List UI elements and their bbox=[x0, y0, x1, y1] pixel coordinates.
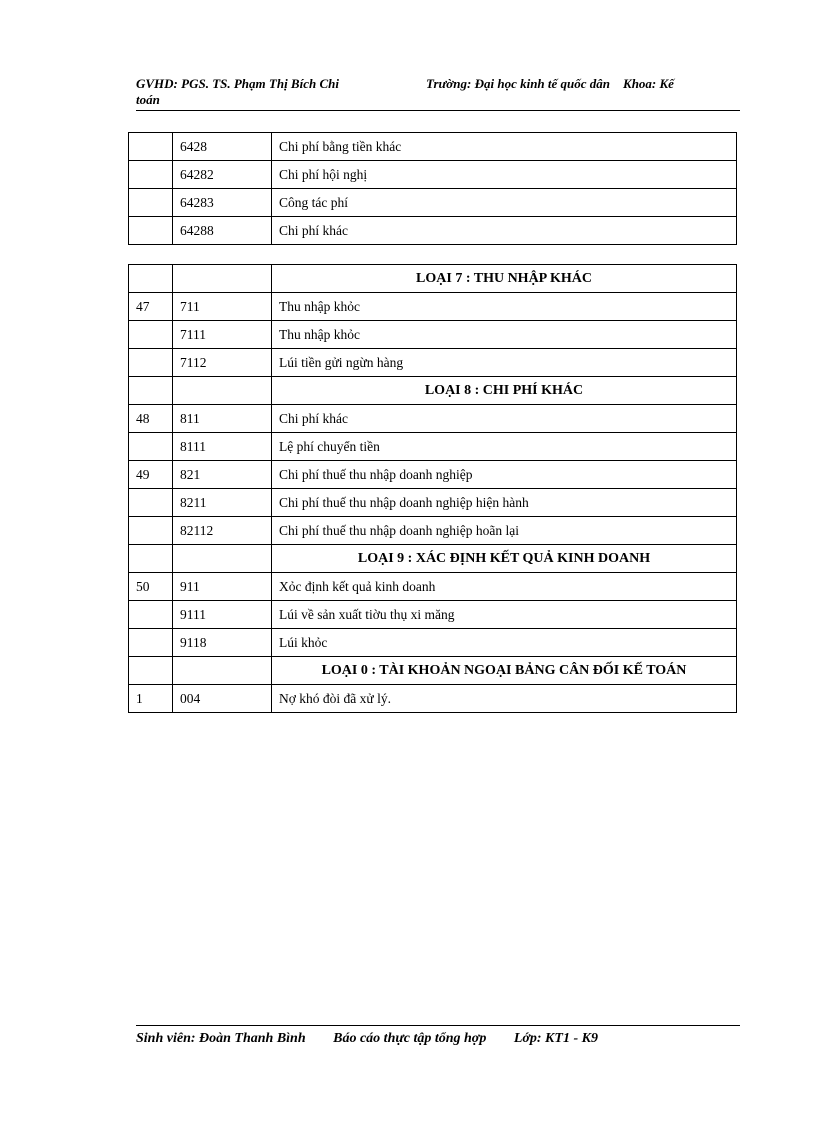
account-name: Công tác phí bbox=[272, 189, 737, 217]
account-code: 64288 bbox=[173, 217, 272, 245]
section-header-row bbox=[129, 545, 737, 573]
section-title: LOẠI 8 : CHI PHÍ KHÁC bbox=[272, 377, 737, 405]
page-header bbox=[136, 76, 740, 108]
section-title: LOẠI 9 : XÁC ĐỊNH KẾT QUẢ KINH DOANH bbox=[272, 545, 737, 573]
code-cell bbox=[173, 377, 272, 405]
account-name: Chi phí thuế thu nhập doanh nghiệp bbox=[272, 461, 737, 489]
account-name: Chi phí thuế thu nhập doanh nghiệp hiện hành bbox=[272, 489, 737, 517]
section-header-row bbox=[129, 657, 737, 685]
row-number bbox=[129, 217, 173, 245]
table-row bbox=[129, 321, 737, 349]
account-code: 64283 bbox=[173, 189, 272, 217]
row-number: 47 bbox=[129, 293, 173, 321]
header-school: Trường: Đại học kinh tế quốc dân Khoa: Kế bbox=[426, 76, 674, 91]
table-row bbox=[129, 293, 737, 321]
no-cell bbox=[129, 377, 173, 405]
table-row bbox=[129, 489, 737, 517]
table-row bbox=[129, 461, 737, 489]
section-header-row bbox=[129, 377, 737, 405]
account-name: Lúi khỏc bbox=[272, 629, 737, 657]
account-table-continued bbox=[128, 132, 737, 245]
row-number bbox=[129, 189, 173, 217]
table-row bbox=[129, 133, 737, 161]
code-cell bbox=[173, 265, 272, 293]
account-name: Chi phí bằng tiền khác bbox=[272, 133, 737, 161]
account-code: 82112 bbox=[173, 517, 272, 545]
row-number bbox=[129, 517, 173, 545]
code-cell bbox=[173, 545, 272, 573]
row-number: 50 bbox=[129, 573, 173, 601]
row-number bbox=[129, 489, 173, 517]
table-row bbox=[129, 573, 737, 601]
account-code: 821 bbox=[173, 461, 272, 489]
table-row bbox=[129, 601, 737, 629]
account-name: Chi phí hội nghị bbox=[272, 161, 737, 189]
section-title: LOẠI 0 : TÀI KHOẢN NGOẠI BẢNG CÂN ĐỐI KẾ TOÁN bbox=[272, 657, 737, 685]
section-header-row bbox=[129, 265, 737, 293]
header-rule bbox=[136, 110, 740, 111]
table-row bbox=[129, 629, 737, 657]
footer-student: Sinh viên: Đoàn Thanh Bình bbox=[136, 1031, 306, 1046]
row-number: 1 bbox=[129, 685, 173, 713]
account-name: Thu nhập khỏc bbox=[272, 293, 737, 321]
row-number bbox=[129, 349, 173, 377]
account-code: 911 bbox=[173, 573, 272, 601]
account-code: 7111 bbox=[173, 321, 272, 349]
page-footer bbox=[136, 1031, 740, 1047]
account-code: 8111 bbox=[173, 433, 272, 461]
account-code: 6428 bbox=[173, 133, 272, 161]
footer-class: Lớp: KT1 - K9 bbox=[513, 1031, 598, 1046]
table-row bbox=[129, 217, 737, 245]
table-row bbox=[129, 433, 737, 461]
account-table-sections bbox=[128, 264, 737, 713]
header-supervisor: GVHD: PGS. TS. Phạm Thị Bích Chi bbox=[136, 76, 339, 91]
row-number bbox=[129, 629, 173, 657]
table-row bbox=[129, 161, 737, 189]
account-name: Chi phí thuế thu nhập doanh nghiệp hoãn lại bbox=[272, 517, 737, 545]
footer-report: Báo cáo thực tập tổng hợp bbox=[333, 1031, 487, 1046]
section-title: LOẠI 7 : THU NHẬP KHÁC bbox=[272, 265, 737, 293]
account-name: Thu nhập khỏc bbox=[272, 321, 737, 349]
account-name: Lệ phí chuyển tiền bbox=[272, 433, 737, 461]
no-cell bbox=[129, 265, 173, 293]
row-number: 48 bbox=[129, 405, 173, 433]
row-number bbox=[129, 433, 173, 461]
table-row bbox=[129, 685, 737, 713]
account-code: 811 bbox=[173, 405, 272, 433]
no-cell bbox=[129, 545, 173, 573]
account-code: 9118 bbox=[173, 629, 272, 657]
account-code: 7112 bbox=[173, 349, 272, 377]
account-name: Chi phí khác bbox=[272, 217, 737, 245]
row-number bbox=[129, 601, 173, 629]
account-code: 004 bbox=[173, 685, 272, 713]
table-row bbox=[129, 349, 737, 377]
row-number bbox=[129, 133, 173, 161]
table-row bbox=[129, 189, 737, 217]
no-cell bbox=[129, 657, 173, 685]
account-name: Nợ khó đòi đã xử lý. bbox=[272, 685, 737, 713]
account-name: Lúi tiền gửi ngừn hàng bbox=[272, 349, 737, 377]
account-name: Lúi về sản xuất tiờu thụ xi măng bbox=[272, 601, 737, 629]
row-number bbox=[129, 161, 173, 189]
table-row bbox=[129, 405, 737, 433]
account-code: 9111 bbox=[173, 601, 272, 629]
account-name: Chi phí khác bbox=[272, 405, 737, 433]
account-name: Xỏc định kết quả kinh doanh bbox=[272, 573, 737, 601]
row-number: 49 bbox=[129, 461, 173, 489]
table-row bbox=[129, 517, 737, 545]
account-code: 8211 bbox=[173, 489, 272, 517]
code-cell bbox=[173, 657, 272, 685]
row-number bbox=[129, 321, 173, 349]
account-code: 64282 bbox=[173, 161, 272, 189]
header-continuation: toán bbox=[136, 92, 160, 107]
footer-rule bbox=[136, 1025, 740, 1026]
account-code: 711 bbox=[173, 293, 272, 321]
